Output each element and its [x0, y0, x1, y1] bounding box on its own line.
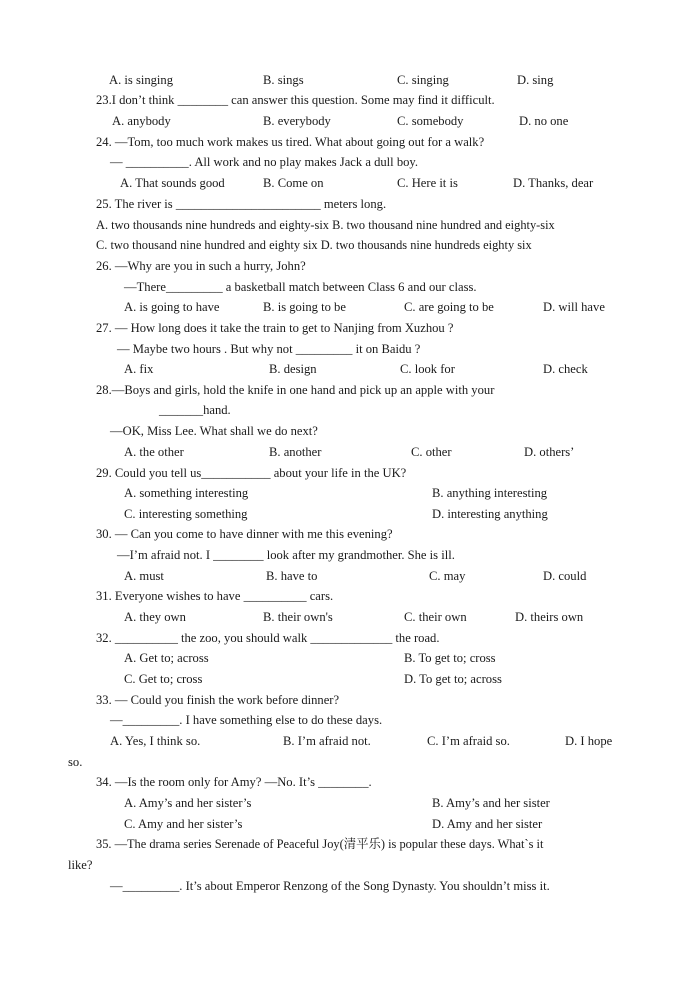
answer-line-30: —I’m afraid not. I ________ look after my grandmother. She is ill. — [117, 548, 455, 562]
answer-line-33: —_________. I have something else to do these days. — [110, 713, 383, 727]
option-a: A. must — [124, 569, 164, 583]
option-d: D. sing — [517, 73, 554, 87]
option-b: B. their own's — [263, 610, 333, 624]
option-b: B. another — [269, 445, 322, 459]
question-28: 28.—Boys and girls, hold the knife in one hand and pick up an apple with your — [96, 383, 495, 397]
option-b: B. Amy’s and her sister — [432, 796, 550, 810]
option-d: D. Thanks, dear — [513, 176, 594, 190]
option-a: A. something interesting — [124, 486, 249, 500]
question-31: 31. Everyone wishes to have __________ cars. — [96, 589, 334, 603]
answer-line-28: —OK, Miss Lee. What shall we do next? — [110, 424, 318, 438]
option-a: A. Amy’s and her sister’s — [124, 796, 252, 810]
question-32: 32. __________ the zoo, you should walk _____________ the road. — [96, 631, 440, 645]
answer-line-27: — Maybe two hours . But why not _________ it on Baidu ? — [117, 342, 421, 356]
options-25-ab: A. two thousands nine hundreds and eighty-six B. two thousand nine hundred and eighty-six — [96, 218, 555, 232]
question-23: 23.I don’t think ________ can answer this question. Some may find it difficult. — [96, 93, 495, 107]
question-27: 27. — How long does it take the train to get to Nanjing from Xuzhou ? — [96, 321, 454, 335]
question-26: 26. —Why are you in such a hurry, John? — [96, 259, 306, 273]
option-b: B. Come on — [263, 176, 324, 190]
option-a: A. Yes, I think so. — [110, 734, 201, 748]
option-c: C. are going to be — [404, 300, 494, 314]
option-c: C. Amy and her sister’s — [124, 817, 243, 831]
option-c: C. singing — [397, 73, 449, 87]
option-c: C. other — [411, 445, 452, 459]
option-b: B. have to — [266, 569, 318, 583]
options-25-cd: C. two thousand nine hundred and eighty six D. two thousands nine hundreds eighty six — [96, 238, 532, 252]
option-c: C. I’m afraid so. — [427, 734, 510, 748]
option-a: A. anybody — [112, 114, 171, 128]
option-a: A. the other — [124, 445, 184, 459]
option-c: C. their own — [404, 610, 467, 624]
option-b: B. To get to; cross — [404, 651, 496, 665]
option-a: A. they own — [124, 610, 186, 624]
option-d: D. others’ — [524, 445, 575, 459]
option-d: D. will have — [543, 300, 605, 314]
option-c: C. interesting something — [124, 507, 248, 521]
option-d-wrap: so. — [68, 755, 83, 769]
option-b: B. design — [269, 362, 317, 376]
option-a: A. fix — [124, 362, 154, 376]
option-b: B. sings — [263, 73, 304, 87]
answer-line-24: — __________. All work and no play makes Jack a dull boy. — [110, 155, 419, 169]
option-b: B. is going to be — [263, 300, 346, 314]
option-a: A. is going to have — [124, 300, 220, 314]
question-24: 24. —Tom, too much work makes us tired. What about going out for a walk? — [96, 135, 485, 149]
answer-line-35: —_________. It’s about Emperor Renzong of the Song Dynasty. You shouldn’t miss it. — [110, 879, 550, 893]
question-30: 30. — Can you come to have dinner with me this evening? — [96, 527, 393, 541]
option-a: A. That sounds good — [120, 176, 225, 190]
question-35-cont: like? — [68, 858, 93, 872]
option-a: A. Get to; across — [124, 651, 209, 665]
option-d: D. theirs own — [515, 610, 584, 624]
option-b: B. anything interesting — [432, 486, 548, 500]
option-c: C. look for — [400, 362, 455, 376]
option-b: B. I’m afraid not. — [283, 734, 371, 748]
option-d: D. Amy and her sister — [432, 817, 543, 831]
option-c: C. somebody — [397, 114, 464, 128]
option-d: D. interesting anything — [432, 507, 548, 521]
option-d: D. To get to; across — [404, 672, 502, 686]
option-b: B. everybody — [263, 114, 331, 128]
question-28-cont: _______hand. — [159, 403, 231, 417]
option-d: D. could — [543, 569, 587, 583]
question-29: 29. Could you tell us___________ about your life in the UK? — [96, 466, 407, 480]
option-d: D. check — [543, 362, 588, 376]
answer-line-26: —There_________ a basketball match between Class 6 and our class. — [124, 280, 477, 294]
option-c: C. Get to; cross — [124, 672, 203, 686]
option-c: C. Here it is — [397, 176, 458, 190]
option-a: A. is singing — [109, 73, 174, 87]
question-35: 35. —The drama series Serenade of Peaceful Joy(清平乐) is popular these days. What`s it — [96, 837, 544, 851]
option-d: D. no one — [519, 114, 569, 128]
question-25: 25. The river is _______________________ meters long. — [96, 197, 387, 211]
question-33: 33. — Could you finish the work before dinner? — [96, 693, 340, 707]
option-d: D. I hope — [565, 734, 613, 748]
option-c: C. may — [429, 569, 466, 583]
question-34: 34. —Is the room only for Amy? —No. It’s ________. — [96, 775, 372, 789]
